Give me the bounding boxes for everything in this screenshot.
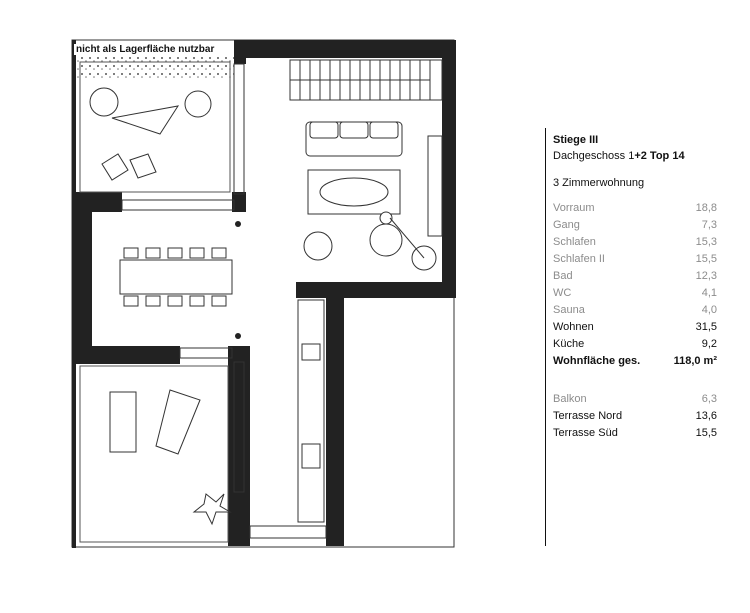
area-value: 4,0 [701,304,717,316]
area-row [553,202,717,216]
area-name: Terrasse Nord [553,410,623,422]
area-value: 7,3 [701,219,717,231]
stair-title: Stiege III [553,134,599,146]
plant-icon [194,494,230,524]
area-value: 15,3 [695,236,717,248]
area-value: 13,6 [695,410,717,422]
balcony-chair [90,88,118,116]
area-name: Vorraum [553,202,595,214]
balcony-chair [185,91,211,117]
area-row [553,270,717,284]
area-value: 12,3 [695,270,717,282]
balcony-table [112,106,178,134]
armchair [370,224,402,256]
area-name: Wohnen [553,321,594,333]
area-name: Bad [553,270,573,282]
area-row [553,321,717,335]
staircase [290,60,442,100]
area-value: 6,3 [701,393,717,405]
area-value: 31,5 [695,321,717,333]
apartment-type: 3 Zimmerwohnung [553,177,645,189]
area-row [553,338,717,352]
area-value: 18,8 [695,202,717,214]
area-name: WC [553,287,572,299]
sofa [306,122,402,156]
area-name: Schlafen [553,236,596,248]
sun-loungers [110,390,200,454]
area-name: Terrasse Süd [553,427,618,439]
tv-unit [428,136,442,236]
area-row [553,393,717,407]
area-value: 9,2 [701,338,717,350]
kitchen-counter [298,300,324,522]
area-row [553,236,717,250]
area-name: Gang [553,219,580,231]
area-row [553,253,717,267]
area-name: Sauna [553,304,585,316]
area-row [553,355,717,369]
area-value: 15,5 [695,253,717,265]
dining-table [120,260,232,294]
area-value: 15,5 [695,427,717,439]
area-row [553,427,717,441]
armchair [304,232,332,260]
area-value: 118,0 m² [673,355,717,367]
area-row [553,287,717,301]
area-name: Küche [553,338,585,350]
floor-subtitle: Dachgeschoss 1+2 Top 14 [553,150,685,162]
divider [545,128,546,546]
area-row [553,304,717,318]
area-name: Wohnfläche ges. [553,355,641,367]
info-panel [545,128,745,546]
gravel-strip [74,56,234,78]
area-row [553,410,717,424]
storage-note: nicht als Lagerfläche nutzbar [76,44,215,55]
area-row [553,219,717,233]
area-name: Balkon [553,393,587,405]
area-value: 4,1 [701,287,717,299]
area-name: Schlafen II [553,253,605,265]
